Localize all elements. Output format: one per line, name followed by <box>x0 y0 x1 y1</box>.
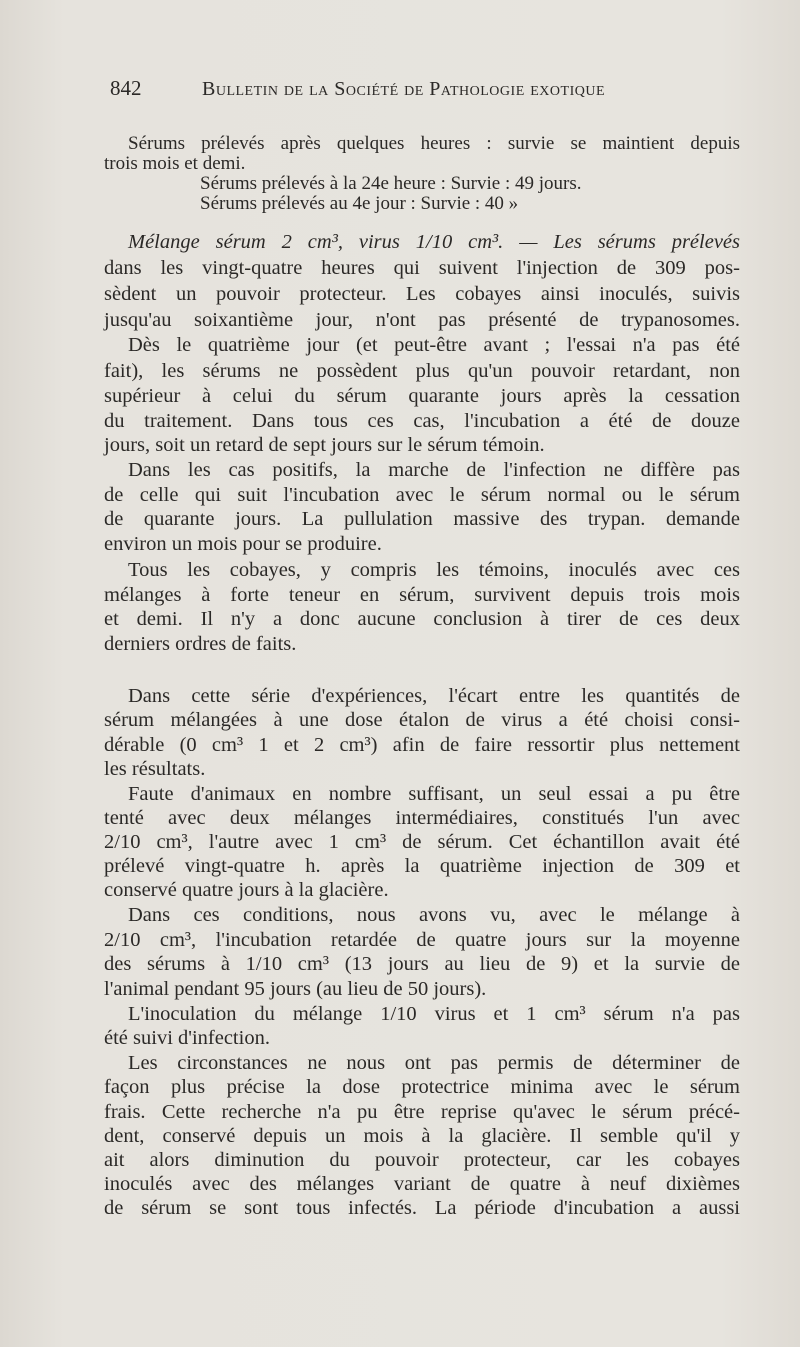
text-line: été suivi d'infection. <box>104 1027 270 1049</box>
text-line: jours, soit un retard de sept jours sur le sérum témoin. <box>104 434 545 456</box>
text-line: Dans ces conditions, nous avons vu, avec le mélange à <box>128 904 740 926</box>
text-line: sérum mélangées à une dose étalon de virus a été choisi consi- <box>104 709 740 731</box>
text-line: Sérums prélevés à la 24e heure : Survie : 49 jours. <box>200 173 582 194</box>
text-line: environ un mois pour se produire. <box>104 533 382 555</box>
text-line: fait), les sérums ne possèdent plus qu'un pouvoir retardant, non <box>104 360 740 382</box>
text-line: des sérums à 1/10 cm³ (13 jours au lieu de 9) et la survie de <box>104 953 740 975</box>
text-line: Sérums prélevés après quelques heures : survie se maintient depuis <box>128 133 740 154</box>
text-line: 2/10 cm³, l'autre avec 1 cm³ de sérum. Cet échantillon avait été <box>104 831 740 853</box>
page-number: 842 <box>110 76 142 100</box>
text-line: derniers ordres de faits. <box>104 633 297 655</box>
text-line: tenté avec deux mélanges intermédiaires, constitués l'un avec <box>104 807 740 829</box>
running-title: Bulletin de la Société de Pathologie exotique <box>202 78 606 100</box>
text-line: de celle qui suit l'incubation avec le sérum normal ou le sérum <box>104 484 740 506</box>
text-line: frais. Cette recherche n'a pu être reprise qu'avec le sérum précé- <box>104 1101 740 1123</box>
text-line: l'animal pendant 95 jours (au lieu de 50 jours). <box>104 978 487 1000</box>
text-line: prélevé vingt-quatre h. après la quatrième injection de 309 et <box>104 855 740 877</box>
text-line: du traitement. Dans tous ces cas, l'incubation a été de douze <box>104 410 740 432</box>
text-line: et demi. Il n'y a donc aucune conclusion à tirer de ces deux <box>104 608 740 630</box>
text-line: inoculés avec des mélanges variant de quatre à neuf dixièmes <box>104 1173 740 1195</box>
text-line: dans les vingt-quatre heures qui suivent l'injection de 309 pos- <box>104 257 740 279</box>
text-line: conservé quatre jours à la glacière. <box>104 879 389 901</box>
text-line: Mélange sérum 2 cm³, virus 1/10 cm³. — Les sérums prélevés <box>128 231 740 253</box>
text-line: trois mois et demi. <box>104 153 246 174</box>
text-line: supérieur à celui du sérum quarante jours après la cessation <box>104 385 740 407</box>
text-line: 2/10 cm³, l'incubation retardée de quatre jours sur la moyenne <box>104 929 740 951</box>
text-line: façon plus précise la dose protectrice minima avec le sérum <box>104 1076 740 1098</box>
text-line: de sérum se sont tous infectés. La période d'incubation a aussi <box>104 1197 740 1219</box>
text-line: Tous les cobayes, y compris les témoins, inoculés avec ces <box>128 559 740 581</box>
text-line: mélanges à forte teneur en sérum, survivent depuis trois mois <box>104 584 740 606</box>
text-line: dérable (0 cm³ 1 et 2 cm³) afin de faire ressortir plus nettement <box>104 734 740 756</box>
text-line: Dans cette série d'expériences, l'écart entre les quantités de <box>128 685 740 707</box>
text-line: dent, conservé depuis un mois à la glacière. Il semble qu'il y <box>104 1125 740 1147</box>
text-line: Dès le quatrième jour (et peut-être avant ; l'essai n'a pas été <box>128 334 740 356</box>
text-line: sèdent un pouvoir protecteur. Les cobayes ainsi inoculés, suivis <box>104 283 740 305</box>
text-line: Faute d'animaux en nombre suffisant, un seul essai a pu être <box>128 783 740 805</box>
text-line: Sérums prélevés au 4e jour : Survie : 40 » <box>200 193 519 214</box>
text-line: Les circonstances ne nous ont pas permis de déterminer de <box>128 1052 740 1074</box>
text-line: jusqu'au soixantième jour, n'ont pas présenté de trypanosomes. <box>104 309 740 331</box>
page-header <box>110 76 760 106</box>
text-line: Dans les cas positifs, la marche de l'infection ne diffère pas <box>128 459 740 481</box>
text-line: les résultats. <box>104 758 206 780</box>
text-line: ait alors diminution du pouvoir protecteur, car les cobayes <box>104 1149 740 1171</box>
text-line: L'inoculation du mélange 1/10 virus et 1 cm³ sérum n'a pas <box>128 1003 740 1025</box>
text-line: de quarante jours. La pullulation massive des trypan. demande <box>104 508 740 530</box>
